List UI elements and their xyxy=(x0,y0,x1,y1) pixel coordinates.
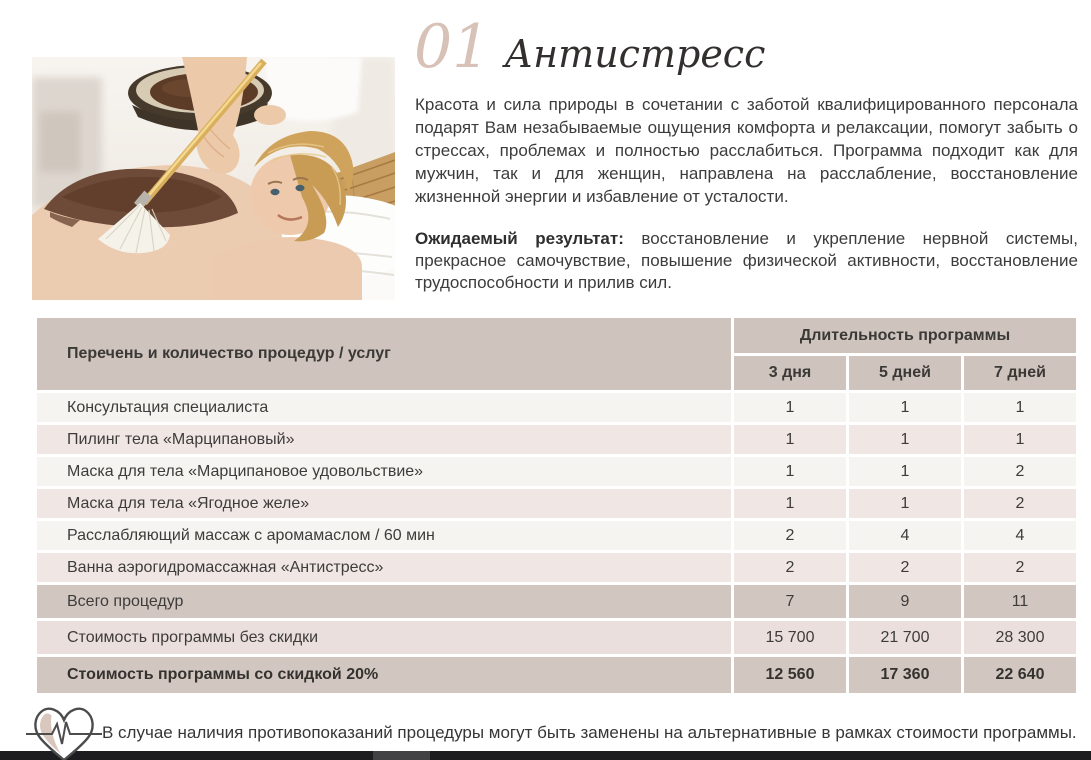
row-value: 1 xyxy=(964,393,1076,422)
table-body xyxy=(37,393,1076,693)
row-value: 1 xyxy=(734,457,846,486)
program-number: 01 xyxy=(414,12,491,82)
row-label: Пилинг тела «Марципановый» xyxy=(37,425,731,454)
row-value: 15 700 xyxy=(734,621,846,654)
bottom-bar-segment xyxy=(373,751,430,760)
row-label: Всего процедур xyxy=(37,585,731,618)
row-value: 12 560 xyxy=(734,657,846,693)
contraindication-note: В случае наличия противопоказаний процедуры могут быть заменены на альтернативные в рамках стоимости программы. xyxy=(102,723,1077,742)
row-value: 1 xyxy=(734,393,846,422)
row-value: 1 xyxy=(849,393,961,422)
table-row xyxy=(37,621,1076,654)
row-value: 7 xyxy=(734,585,846,618)
table-row xyxy=(37,489,1076,518)
row-value: 1 xyxy=(849,425,961,454)
row-value: 2 xyxy=(734,553,846,582)
program-description: Красота и сила природы в сочетании с заботой квалифицированного персонала подарят Вам незабываемые ощущения комфорта и релаксации, помогут забыть о стрессах, проблемах и полностью расслабиться. Программа подходит как для мужчин, так и для женщин, направлена на расслабление, восстановление жизненной энергии и избавление от усталости. xyxy=(415,95,1078,206)
row-value: 28 300 xyxy=(964,621,1076,654)
row-label: Маска для тела «Ягодное желе» xyxy=(37,489,731,518)
table-row xyxy=(37,393,1076,422)
procedures-table xyxy=(37,318,1076,696)
row-label: Стоимость программы со скидкой 20% xyxy=(37,657,731,693)
table-row xyxy=(37,521,1076,550)
row-value: 21 700 xyxy=(849,621,961,654)
program-title xyxy=(414,14,765,80)
row-label: Ванна аэрогидромассажная «Антистресс» xyxy=(37,553,731,582)
row-value: 4 xyxy=(849,521,961,550)
header-col-5days: 5 дней xyxy=(849,356,961,390)
row-value: 1 xyxy=(849,489,961,518)
row-label: Консультация специалиста xyxy=(37,393,731,422)
spa-treatment-photo xyxy=(32,57,395,300)
row-value: 2 xyxy=(849,553,961,582)
row-label: Маска для тела «Марципановое удовольствие» xyxy=(37,457,731,486)
table-row xyxy=(37,457,1076,486)
table-row xyxy=(37,553,1076,582)
row-label: Расслабляющий массаж с аромамаслом / 60 мин xyxy=(37,521,731,550)
row-value: 1 xyxy=(964,425,1076,454)
table-row xyxy=(37,657,1076,693)
row-value: 4 xyxy=(964,521,1076,550)
bottom-bar xyxy=(0,751,1091,760)
row-value: 1 xyxy=(734,425,846,454)
row-value: 2 xyxy=(964,457,1076,486)
spa-chocolate-mask-photo xyxy=(32,57,395,300)
row-value: 17 360 xyxy=(849,657,961,693)
row-value: 9 xyxy=(849,585,961,618)
row-value: 2 xyxy=(964,489,1076,518)
table-row xyxy=(37,425,1076,454)
expected-result-label: Ожидаемый результат: xyxy=(415,229,624,248)
row-value: 2 xyxy=(964,553,1076,582)
row-value: 2 xyxy=(734,521,846,550)
header-col-3days: 3 дня xyxy=(734,356,846,390)
table-row xyxy=(37,585,1076,618)
table-header xyxy=(37,318,1076,390)
row-label: Стоимость программы без скидки xyxy=(37,621,731,654)
expected-result-text: восстановление и укрепление нервной системы, прекрасное самочувствие, повышение физической активности, восстановление трудоспособности и прилив сил. xyxy=(415,229,1079,292)
expected-result xyxy=(415,228,1078,294)
header-col-7days: 7 дней xyxy=(964,356,1076,390)
row-value: 1 xyxy=(734,489,846,518)
program-name: Антистресс xyxy=(504,32,766,76)
heart-ekg-icon xyxy=(26,702,102,760)
header-services: Перечень и количество процедур / услуг xyxy=(37,318,731,390)
row-value: 22 640 xyxy=(964,657,1076,693)
row-value: 11 xyxy=(964,585,1076,618)
header-duration: Длительность программы xyxy=(734,318,1076,353)
row-value: 1 xyxy=(849,457,961,486)
